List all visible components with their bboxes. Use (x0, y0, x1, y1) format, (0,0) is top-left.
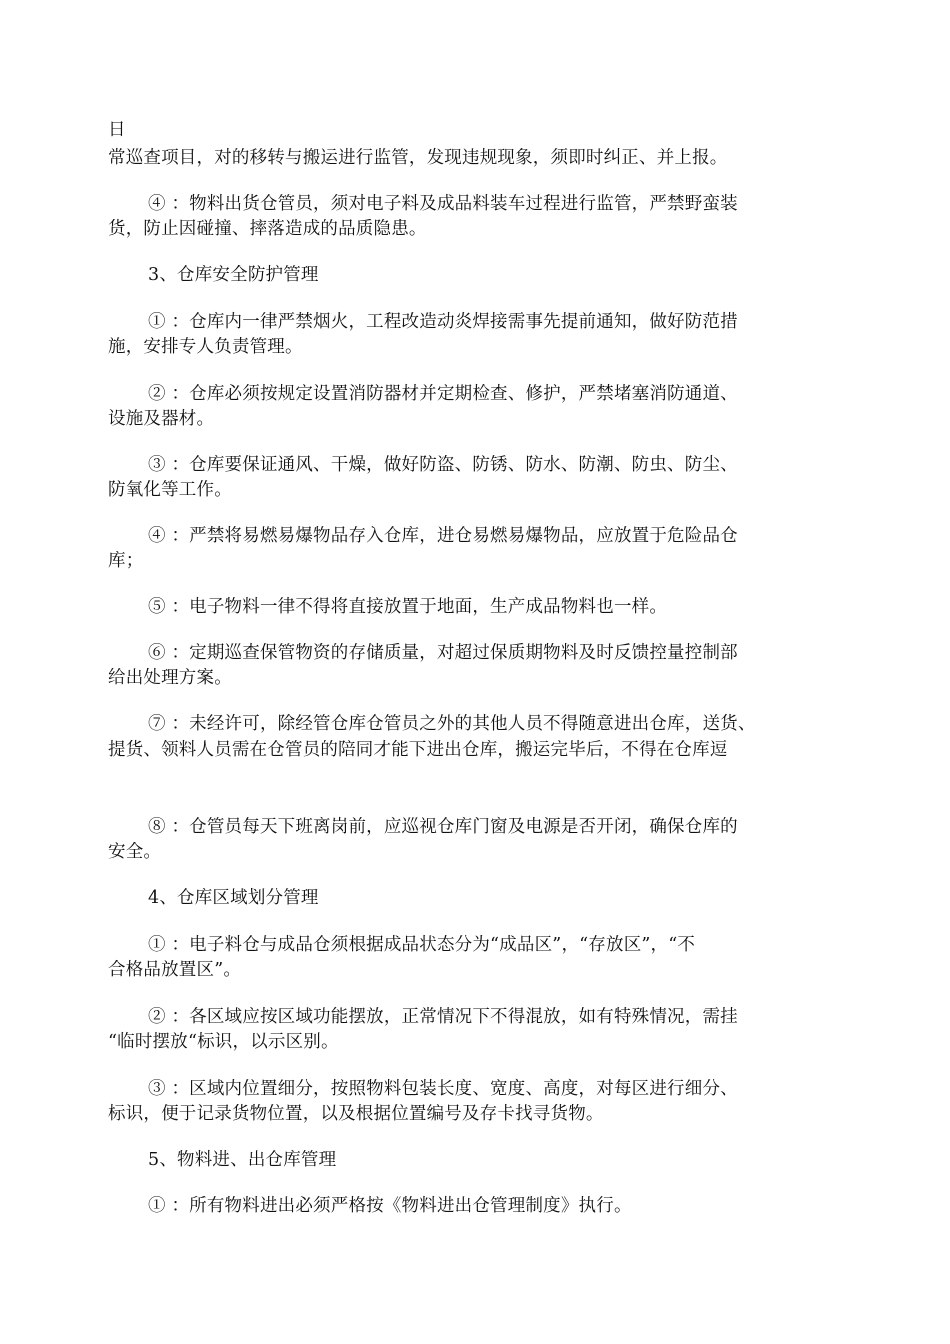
text-line: ⑥ ：定期巡查保管物资的存储质量，对超过保质期物料及时反馈控量控制部 (148, 643, 738, 663)
text-line: 安全。 (108, 842, 162, 862)
text-line: 提货、领料人员需在仓管员的陪同才能下进出仓库，搬运完毕后，不得在仓库逗 (108, 740, 728, 760)
section-heading: 5、物料进、出仓库管理 (148, 1150, 337, 1170)
text-line: 常巡查项目，对的移转与搬运进行监管，发现违规现象，须即时纠正、并上报。 (108, 148, 728, 168)
text-line: ④ ：严禁将易燃易爆物品存入仓库，进仓易燃易爆物品，应放置于危险品仓 (148, 526, 738, 546)
text-line: 设施及器材。 (108, 409, 215, 429)
text-line: “临时摆放“标识，以示区别。 (108, 1032, 339, 1052)
text-line: ④ ：物料出货仓管员，须对电子料及成品料装车过程进行监管，严禁野蛮装 (148, 194, 738, 214)
text-line: 施，安排专人负责管理。 (108, 337, 303, 357)
text-line: ⑦ ：未经许可，除经管仓库仓管员之外的其他人员不得随意进出仓库，送货、 (148, 714, 756, 734)
text-line: ⑧ ：仓管员每天下班离岗前，应巡视仓库门窗及电源是否开闭，确保仓库的 (148, 817, 738, 837)
text-line: ① ：所有物料进出必须严格按《物料进出仓管理制度》执行。 (148, 1196, 632, 1216)
text-line: ① ：仓库内一律严禁烟火，工程改造动炎焊接需事先提前通知，做好防范措 (148, 312, 738, 332)
text-line: ③ ：仓库要保证通风、干燥，做好防盗、防锈、防水、防潮、防虫、防尘、 (148, 455, 738, 475)
text-line: 标识，便于记录货物位置，以及根据位置编号及存卡找寻货物。 (108, 1104, 604, 1124)
text-line: ② ：各区域应按区域功能摆放，正常情况下不得混放，如有特殊情况，需挂 (148, 1007, 738, 1027)
text-line: 日 (108, 120, 126, 140)
text-line: 合格品放置区”。 (108, 960, 242, 980)
text-line: ⑤ ：电子物料一律不得将直接放置于地面，生产成品物料也一样。 (148, 597, 668, 617)
text-line: ① ：电子料仓与成品仓须根据成品状态分为“成品区”，“存放区”，“不 (148, 935, 696, 955)
section-heading: 3、仓库安全防护管理 (148, 265, 319, 285)
text-line: 防氧化等工作。 (108, 480, 232, 500)
text-line: 给出处理方案。 (108, 668, 232, 688)
text-line: ② ：仓库必须按规定设置消防器材并定期检查、修护，严禁堵塞消防通道、 (148, 384, 738, 404)
text-line: ③ ：区域内位置细分，按照物料包装长度、宽度、高度，对每区进行细分、 (148, 1079, 738, 1099)
text-line: 货，防止因碰撞、摔落造成的品质隐患。 (108, 219, 427, 239)
section-heading: 4、仓库区域划分管理 (148, 888, 319, 908)
text-line: 库； (108, 551, 144, 571)
